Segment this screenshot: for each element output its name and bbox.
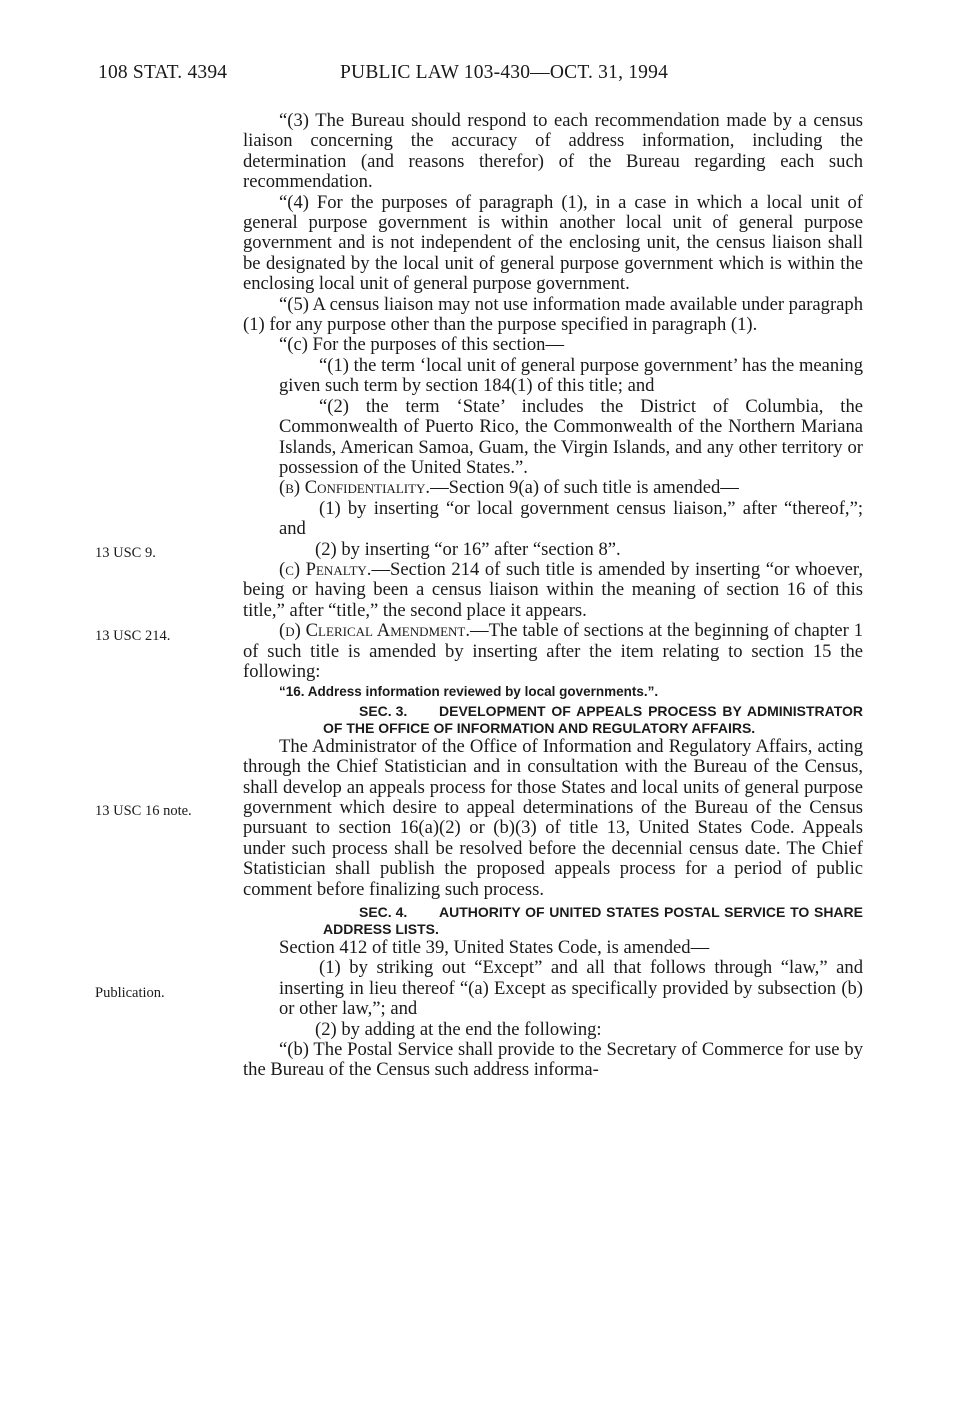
section-4-title: AUTHORITY OF UNITED STATES POSTAL SERVICE TO SHARE ADDRESS LISTS.: [323, 904, 863, 938]
section-3-text: The Administrator of the Office of Information and Regulatory Affairs, acting through the Chief Statistician and in consultation with the Bureau of the Census, shall develop an appeals process for those States and local units of general purpose government which desire to appeal determinations of the Bureau of the Census pursuant to section 16(a)(2) or (b)(3) of title 13, United States Code. Appeals under such process shall be resolved before the decennial census date. The Chief Statistician shall publish the proposed appeals process for a period of public comment before finalizing such process.: [243, 735, 863, 900]
subsection-c-2: “(2) the term ‘State’ includes the District of Columbia, the Commonwealth of Puerto Rico, the Commonwealth of the Northern Mariana Islands, American Samoa, Guam, the Virgin Islands, and any other territory or possession of the United States.”.: [279, 395, 863, 478]
paragraph-4: “(4) For the purposes of paragraph (1), in a case in which a local unit of general purpose government is within another local unit of general purpose government and is not independent of the enclosing unit, the census liaison shall be designated by the local unit of general purpose government which is within the enclosing local unit of general purpose government.: [243, 191, 863, 295]
paragraph-3: “(3) The Bureau should respond to each recommendation made by a census liaison concerning the accuracy of address information, including the determination (and reasons therefor) of the Bureau regarding each such recommendation.: [243, 110, 863, 193]
section-4-number: SEC. 4.: [359, 904, 408, 921]
subsection-b-2: (2) by inserting “or 16” after “section 8”.: [315, 538, 621, 560]
margin-note-13-usc-214: 13 USC 214.: [95, 628, 171, 644]
margin-note-publication: Publication.: [95, 985, 165, 1001]
margin-note-13-usc-9: 13 USC 9.: [95, 545, 156, 561]
statute-page-number: 108 STAT. 4394: [98, 62, 228, 83]
paragraph-5: “(5) A census liaison may not use information made available under paragraph (1) for any purpose other than the purpose specified in paragraph (1).: [243, 293, 863, 336]
subsection-d: [243, 621, 863, 682]
penalty-heading: (c) Penalty.: [279, 558, 372, 580]
section-3-heading: [243, 703, 863, 737]
subsection-b-text: —Section 9(a) of such title is amended—: [430, 477, 739, 499]
penalty-text: —Section 214 of such title is amended by inserting “or whoever, being or having been a census liaison within the meaning of section 16 of this title,” after “title,” the second place it appears.: [243, 558, 863, 621]
clerical-amendment-heading: (d) Clerical Amendment.: [279, 620, 470, 642]
section-4-heading: [243, 904, 863, 938]
section-4-text: Section 412 of title 39, United States Code, is amended—: [279, 937, 710, 959]
margin-note-13-usc-16-note: 13 USC 16 note.: [95, 803, 192, 819]
clerical-amendment-text: —The table of sections at the beginning of chapter 1 of such title is amended by inserting after the item relating to section 15 the following:: [243, 620, 864, 682]
subsection-b-heading: (b) Confidentiality.: [279, 477, 431, 499]
section-4-item-2: (2) by adding at the end the following:: [315, 1018, 602, 1040]
subsection-b: [243, 478, 863, 498]
subsection-b-1: (1) by inserting “or local government census liaison,” after “thereof,”; and: [279, 497, 863, 540]
public-law-citation: PUBLIC LAW 103-430—OCT. 31, 1994: [340, 62, 669, 83]
section-4-subsection-b: “(b) The Postal Service shall provide to the Secretary of Commerce for use by the Bureau of the Census such address informa-: [243, 1039, 863, 1081]
page-body: [243, 111, 863, 1081]
section-3-title: DEVELOPMENT OF APPEALS PROCESS BY ADMINISTRATOR OF THE OFFICE OF INFORMATION AND REGULATORY AFFAIRS.: [323, 702, 863, 736]
subsection-c: “(c) For the purposes of this section—: [279, 334, 565, 356]
subsection-c-penalty: [243, 560, 863, 621]
section-4-item-1: (1) by striking out “Except” and all that follows through “law,” and inserting in lieu thereof “(a) Except as specifically provided by subsection (b) or other law,”; and: [279, 957, 863, 1020]
subsection-c-1: “(1) the term ‘local unit of general purpose government’ has the meaning given such term by section 184(1) of this title; and: [279, 354, 863, 397]
section-3-number: SEC. 3.: [359, 702, 408, 719]
table-of-sections-entry: “16. Address information reviewed by local governments.”.: [279, 684, 659, 700]
